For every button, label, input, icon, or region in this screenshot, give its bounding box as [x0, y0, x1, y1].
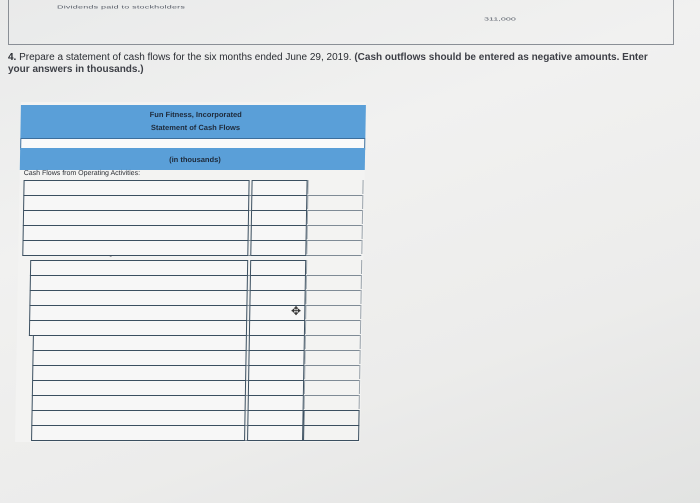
- statement-row: [23, 180, 362, 196]
- description-input[interactable]: [23, 225, 249, 241]
- total-input[interactable]: [306, 240, 362, 254]
- statement-row: [23, 210, 362, 226]
- amount-input[interactable]: [250, 275, 306, 291]
- amount-input[interactable]: [248, 350, 304, 366]
- total-input[interactable]: [305, 290, 361, 304]
- statement-row: [30, 260, 361, 276]
- previous-answer-box: [8, 0, 674, 45]
- amount-input[interactable]: [249, 320, 305, 336]
- amount-input[interactable]: [248, 365, 304, 381]
- total-input[interactable]: [307, 195, 363, 209]
- description-input[interactable]: [29, 320, 247, 336]
- statement-row: [29, 320, 360, 336]
- amount-input[interactable]: [249, 335, 305, 351]
- cash-flow-statement: [15, 102, 366, 442]
- total-input[interactable]: [307, 210, 363, 224]
- question-note: (Cash outflows should be entered as negative amounts. Enter your answers in thousands.): [8, 52, 648, 75]
- description-input[interactable]: [30, 260, 248, 276]
- description-input[interactable]: [32, 380, 246, 396]
- description-input[interactable]: [29, 290, 247, 306]
- description-input[interactable]: [23, 180, 249, 196]
- statement-row: [31, 410, 358, 426]
- statement-row: [32, 380, 359, 396]
- statement-row: [31, 425, 358, 441]
- total-input[interactable]: [307, 225, 363, 239]
- move-cursor-icon: ✥: [291, 304, 302, 318]
- total-input[interactable]: [304, 365, 360, 379]
- operating-activities-label: Cash Flows from Operating Activities:: [23, 170, 141, 177]
- amount-input[interactable]: [247, 410, 303, 426]
- description-input[interactable]: [23, 210, 249, 226]
- company-name: Fun Fitness, Incorporated: [149, 110, 242, 119]
- total-input[interactable]: [303, 425, 359, 441]
- statement-row: [33, 335, 360, 351]
- description-input[interactable]: [32, 365, 246, 381]
- question-prompt: Prepare a statement of cash flows for the six months ended June 29, 2019.: [19, 52, 352, 63]
- question-text: [8, 52, 648, 76]
- statement-row: [29, 305, 360, 321]
- amount-input[interactable]: [248, 395, 304, 411]
- units-label: (in thousands): [169, 155, 221, 164]
- total-input[interactable]: [305, 335, 361, 349]
- amount-input[interactable]: [251, 225, 307, 241]
- amount-input[interactable]: [251, 210, 307, 226]
- total-input[interactable]: [307, 180, 363, 194]
- description-input[interactable]: [29, 305, 247, 321]
- description-input[interactable]: [32, 350, 246, 366]
- total-input[interactable]: [304, 380, 360, 394]
- description-input[interactable]: [30, 275, 248, 291]
- description-input[interactable]: [23, 195, 249, 211]
- statement-row: [23, 195, 362, 211]
- amount-input[interactable]: [250, 240, 306, 256]
- statement-row: [22, 240, 361, 256]
- description-input[interactable]: [32, 395, 246, 411]
- amount-input[interactable]: [247, 425, 303, 441]
- previous-row-value: 311,000: [484, 16, 516, 22]
- total-input[interactable]: [304, 395, 360, 409]
- statement-row: [32, 395, 359, 411]
- statement-row: [32, 365, 359, 381]
- statement-row: [32, 350, 359, 366]
- total-input[interactable]: [306, 260, 362, 274]
- previous-row-label: Dividends paid to stockholders: [57, 4, 186, 10]
- amount-input[interactable]: [251, 195, 307, 211]
- description-input[interactable]: [31, 425, 245, 441]
- total-input[interactable]: [303, 410, 359, 426]
- amount-input[interactable]: [251, 180, 307, 196]
- statement-row: [23, 225, 362, 241]
- statement-row: [29, 290, 360, 306]
- total-input[interactable]: [305, 320, 361, 334]
- description-input[interactable]: [33, 335, 247, 351]
- statement-title: Statement of Cash Flows: [150, 123, 241, 132]
- amount-input[interactable]: [248, 380, 304, 396]
- description-input[interactable]: [22, 240, 248, 256]
- total-input[interactable]: [305, 305, 361, 319]
- total-input[interactable]: [304, 350, 360, 364]
- question-number: 4.: [8, 52, 17, 63]
- total-input[interactable]: [306, 275, 362, 289]
- amount-input[interactable]: [250, 260, 306, 276]
- statement-row: [30, 275, 361, 291]
- description-input[interactable]: [31, 410, 245, 426]
